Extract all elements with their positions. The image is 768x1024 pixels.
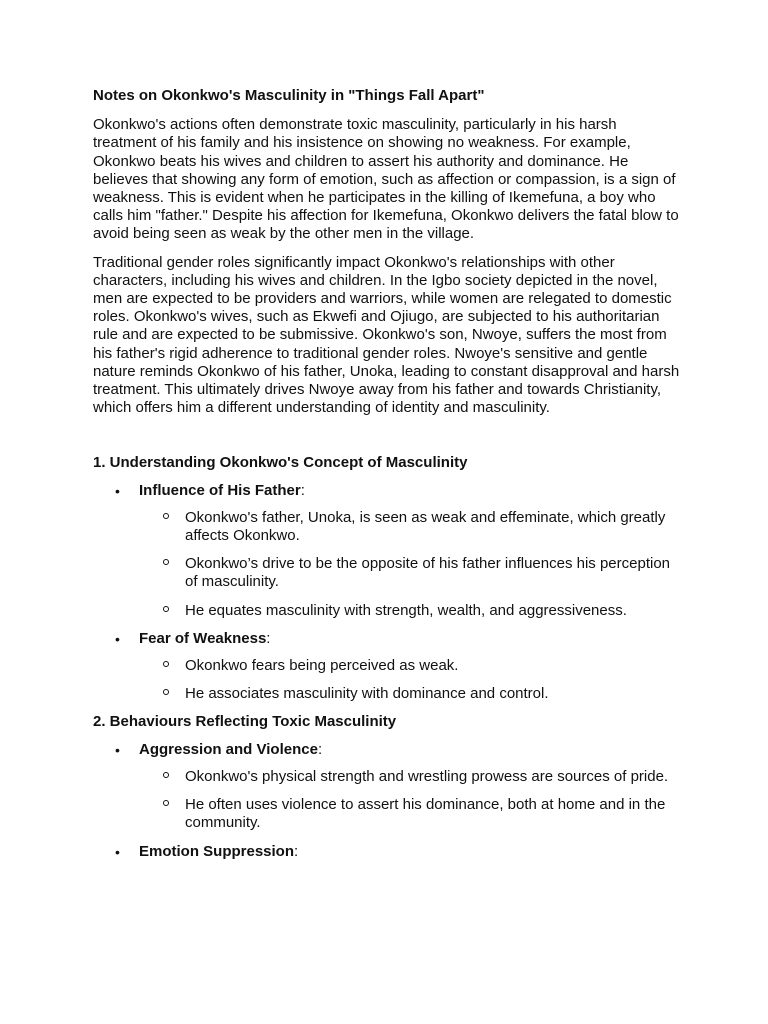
sub-bullet-text: Okonkwo's physical strength and wrestling prowess are sources of pride.: [185, 767, 669, 785]
sub-bullet-item: [93, 555, 683, 591]
bullet-label: Emotion Suppression: [139, 842, 295, 860]
sub-bullet-text: Okonkwo's father, Unoka, is seen as weak and effeminate, which greatly affects Okonkwo.: [185, 508, 666, 545]
bullet-item: [93, 630, 683, 648]
bullet-icon: •: [115, 482, 120, 499]
sub-bullet-item: [93, 602, 683, 620]
paragraph: Okonkwo's actions often demonstrate toxic masculinity, particularly in his harsh treatment of his family and his insistence on showing no weakness. For example, Okonkwo beats his wives and children to assert his authority and dominance. He believes that showing any form of emotion, such as affection or compassion, is a sign of weakness. This is evident when he participates in the killing of Ikemefuna, a boy who calls him "father." Despite his affection for Ikemefuna, Okonkwo delivers the fatal blow to avoid being seen as weak by the other men in the village.: [93, 116, 679, 243]
sub-bullet-text: Okonkwo fears being perceived as weak.: [185, 657, 459, 675]
bullet-item: [93, 843, 683, 861]
paragraph: Traditional gender roles significantly impact Okonkwo's relationships with other characters, including his wives and children. In the Igbo society depicted in the novel, men are expected to be providers and warriors, while women are relegated to domestic roles. Okonkwo's wives, such as Ekwefi and Ojiugo, are subjected to his authoritarian rule and are expected to be submissive. Okonkwo's son, Nwoye, suffers the most from his father's rigid adherence to traditional gender roles. Nwoye's sensitive and gentle nature reminds Okonkwo of his father, Unoka, leading to constant disapproval and harsh treatment. This ultimately drives Nwoye away from his father and towards Christianity, which offers him a different understanding of identity and masculinity.: [93, 253, 680, 417]
sub-bullet-item: [93, 768, 683, 786]
circle-bullet-icon: [163, 661, 169, 667]
bullet-icon: •: [115, 741, 120, 758]
colon: :: [294, 842, 299, 860]
bullet-label: Fear of Weakness: [139, 629, 267, 647]
bullet-label: Influence of His Father: [139, 481, 301, 499]
section-heading: 1. Understanding Okonkwo's Concept of Masculinity: [93, 454, 468, 472]
section-1: [93, 454, 683, 703]
document-body: [93, 87, 683, 870]
sub-bullet-item: [93, 685, 683, 703]
spacer: [93, 427, 683, 454]
circle-bullet-icon: [163, 800, 169, 806]
circle-bullet-icon: [163, 513, 169, 519]
bullet-item: [93, 482, 683, 500]
colon: :: [317, 740, 323, 758]
sub-bullet-text: He equates masculinity with strength, wealth, and aggressiveness.: [185, 601, 627, 619]
sub-bullet-text: He associates masculinity with dominance and control.: [185, 685, 549, 703]
circle-bullet-icon: [163, 689, 169, 695]
colon: :: [266, 629, 271, 647]
document-title: Notes on Okonkwo's Masculinity in "Things Fall Apart": [93, 87, 485, 104]
sub-bullet-text: He often uses violence to assert his dominance, both at home and in the community.: [185, 796, 666, 832]
section-heading: 2. Behaviours Reflecting Toxic Masculinity: [93, 713, 397, 731]
sub-bullet-item: [93, 657, 683, 675]
circle-bullet-icon: [163, 606, 169, 612]
sub-bullet-item: [93, 796, 683, 832]
bullet-item: [93, 741, 683, 759]
sub-bullet-text: Okonkwo’s drive to be the opposite of his father influences his perception of masculinity.: [185, 555, 671, 591]
circle-bullet-icon: [163, 772, 169, 778]
bullet-icon: •: [115, 630, 120, 647]
section-2: [93, 713, 683, 860]
sub-bullet-item: [93, 509, 683, 545]
circle-bullet-icon: [163, 559, 169, 565]
bullet-label: Aggression and Violence: [139, 740, 318, 758]
bullet-icon: •: [115, 843, 120, 860]
colon: :: [300, 481, 305, 499]
